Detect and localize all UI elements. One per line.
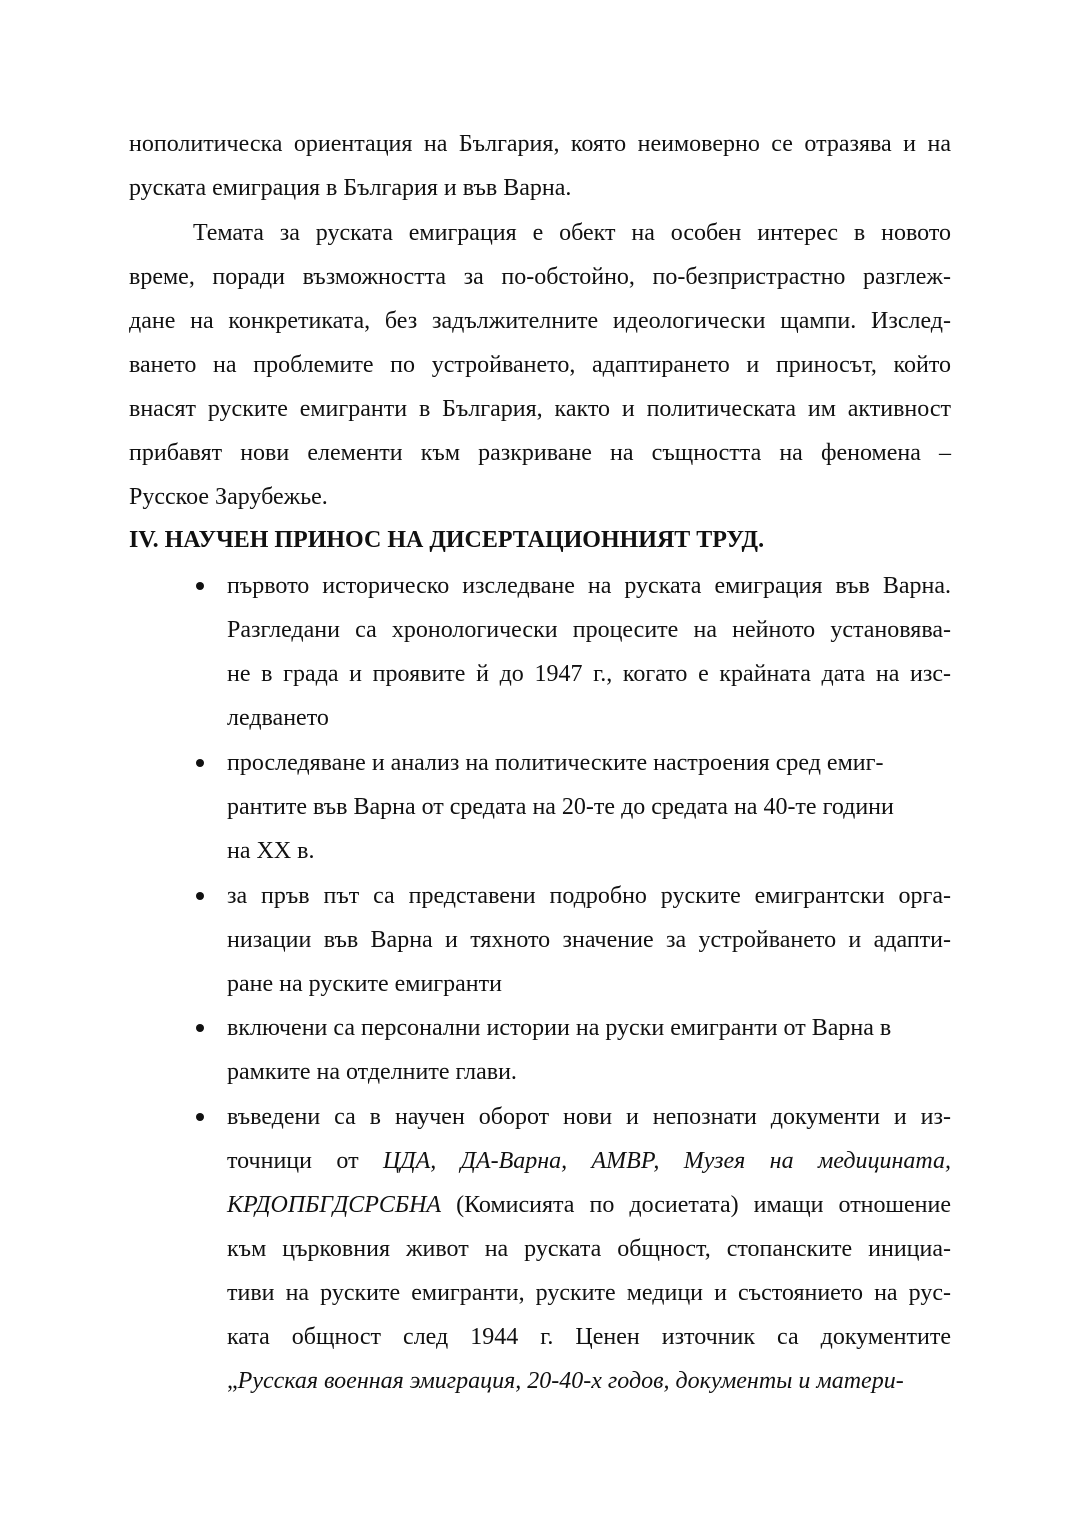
contribution-5-line-2 (227, 1145, 951, 1177)
topic-line-4: ването на проблемите по устройването, адаптирането и приносът, който (129, 352, 951, 378)
contribution-1-line-2: Разгледани са хронологически процесите на нейното установява- (227, 617, 951, 643)
bullet-icon (193, 880, 207, 912)
bullet-icon (193, 570, 207, 602)
contribution-5-archives: ЦДА, ДА-Варна, АМВР, Музея на медицината, (382, 1148, 952, 1174)
contribution-5-opening-quote: „ (227, 1368, 238, 1394)
contribution-2-line-1: проследяване и анализ на политическите настроения сред емиг- (227, 750, 884, 776)
intro-line-2: руската емиграция в България и във Варна. (129, 175, 572, 201)
contribution-5-line-6: ката общност след 1944 г. Ценен източник са документите (227, 1324, 951, 1350)
contribution-5-line-4: към църковния живот на руската общност, стопанските инициа- (227, 1236, 951, 1262)
contribution-5-line-7 (227, 1365, 951, 1397)
contribution-2-line-3: на XX в. (227, 838, 315, 864)
contribution-1-line-3: не в града и проявите й до 1947 г., когато е крайната дата на изс- (227, 661, 951, 687)
contribution-4-line-1: включени са персонални истории на руски емигранти от Варна в (227, 1015, 892, 1041)
intro-line-1: нополитическа ориентация на България, която неимоверно се отразява и на (129, 131, 951, 157)
bullet-icon (193, 747, 207, 779)
topic-line-6: прибавят нови елементи към разкриване на същността на феномена – (129, 440, 951, 466)
contribution-2-line-2: рантите във Варна от средата на 20-те до средата на 40-те години (227, 794, 894, 820)
topic-line-3: дане на конкретиката, без задължителните идеологически щампи. Изслед- (129, 308, 951, 334)
contribution-5-line-1: въведени са в научен оборот нови и непознати документи и из- (227, 1104, 951, 1130)
contribution-1-line-4: ледването (227, 705, 329, 731)
contribution-5-line-5: тиви на руските емигранти, руските медици и състоянието на рус- (227, 1280, 951, 1306)
section-heading: IV. НАУЧЕН ПРИНОС НА ДИСЕРТАЦИОННИЯТ ТРУД. (129, 527, 765, 553)
contribution-3-line-1: за пръв път са представени подробно руските емигрантски орга- (227, 883, 951, 909)
topic-line-1: Темата за руската емиграция е обект на особен интерес в новото (193, 220, 951, 246)
contribution-5-source-title: Русская военная эмиграция, 20-40-х годов, документы и матери- (237, 1368, 904, 1394)
contribution-1-line-1: първото историческо изследване на руската емиграция във Варна. (227, 573, 951, 599)
contribution-5-commission-acronym: КРДОПБГДСРСБНА (227, 1192, 442, 1218)
contribution-5-line-3-rest: (Комисията по досиетата) имащи отношение (456, 1192, 952, 1218)
contribution-3-line-3: ране на руските емигранти (227, 971, 502, 997)
contribution-5-line-2-prefix: точници от (227, 1148, 359, 1174)
topic-line-2: време, поради възможността за по-обстойно, по-безпристрастно разглеж- (129, 264, 951, 290)
bullet-icon (193, 1012, 207, 1044)
bullet-icon (193, 1101, 207, 1133)
contribution-5-line-3 (227, 1189, 951, 1221)
topic-line-5: внасят руските емигранти в България, както и политическата им активност (129, 396, 951, 422)
contribution-3-line-2: низации във Варна и тяхното значение за устройването и адапти- (227, 927, 951, 953)
contribution-4-line-2: рамките на отделните глави. (227, 1059, 517, 1085)
topic-line-7: Русское Зарубежье. (129, 484, 328, 510)
